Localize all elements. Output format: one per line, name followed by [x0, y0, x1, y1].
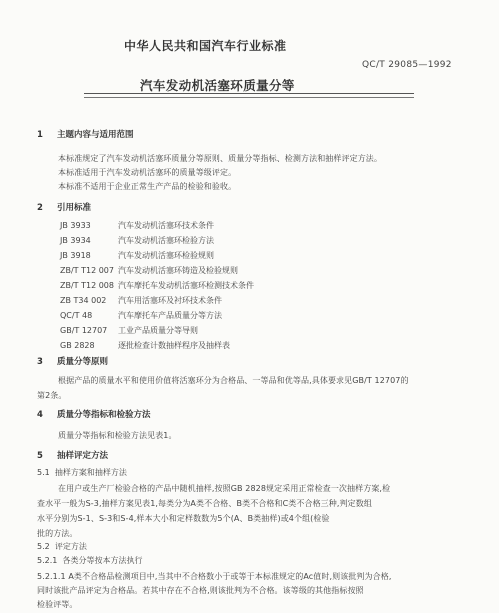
subsection-5-2-title: 评定方法	[54, 542, 87, 551]
reference-item	[60, 310, 222, 321]
section-1-heading	[37, 128, 134, 140]
reference-code: GB 2828	[60, 341, 95, 350]
title-rule-bottom	[84, 97, 414, 98]
reference-code: JB 3918	[60, 251, 91, 260]
section-1-line-1: 本标准规定了汽车发动机活塞环质量分等原则、质量分等指标、检测方法和抽样评定方法。	[58, 154, 382, 163]
reference-item	[60, 250, 214, 261]
subsection-5-2-1-line-3: 检验评等。	[37, 600, 78, 609]
subsection-5-1-line-4: 批的方法。	[37, 529, 78, 538]
reference-title: 汽车用活塞环及衬环技术条件	[118, 296, 222, 305]
section-1-line-2: 本标准适用于汽车发动机活塞环的质量等级评定。	[58, 168, 237, 177]
reference-item	[60, 265, 238, 276]
section-3-heading	[37, 355, 108, 367]
section-3-line-1: 根据产品的质量水平和使用价值将活塞环分为合格品、一等品和优等品,具体要求见GB/T 12707的	[58, 376, 409, 385]
section-2-title: 引用标准	[57, 203, 92, 213]
reference-title: 汽车摩托车产品质量分等方法	[118, 311, 222, 320]
subsection-5-1-heading	[37, 467, 127, 478]
reference-title: 汽车摩托车发动机活塞环检测技术条件	[118, 281, 254, 290]
reference-code: ZB T34 002	[60, 296, 107, 305]
section-5-heading	[37, 449, 108, 461]
section-1-number: 1	[37, 130, 43, 140]
reference-item	[60, 325, 198, 336]
subsection-5-2-1-number: 5.2.1	[37, 556, 58, 565]
reference-item	[60, 280, 254, 291]
subsection-5-2-1-title: 各类分等按本方法执行	[62, 556, 143, 565]
reference-title: 逐批检查计数抽样程序及抽样表	[118, 341, 230, 350]
subsection-5-1-title: 抽样方案和抽样方法	[54, 468, 127, 477]
subsection-5-2-1-heading	[37, 555, 142, 566]
section-3-number: 3	[37, 357, 43, 367]
section-2-number: 2	[37, 203, 43, 213]
section-1-line-3: 本标准不适用于企业正常生产产品的检验和验收。	[58, 182, 237, 191]
reference-code: ZB/T T12 007	[60, 266, 114, 275]
standard-code: QC/T 29085—1992	[362, 60, 452, 70]
section-3-title: 质量分等原则	[57, 357, 109, 367]
reference-item	[60, 340, 230, 351]
reference-title: 工业产品质量分等导则	[118, 326, 198, 335]
reference-code: ZB/T T12 008	[60, 281, 114, 290]
reference-item	[60, 235, 214, 246]
subsection-5-2-1-line-2: 同时该批产品评定为合格品。若其中存在不合格,则该批判为不合格。该等级的其他指标按照	[37, 586, 364, 595]
section-3-line-2: 第2条。	[37, 391, 67, 400]
reference-title: 汽车发动机活塞环检验方法	[118, 236, 214, 245]
standard-org-header: 中华人民共和国汽车行业标准	[124, 39, 287, 53]
section-4-heading	[37, 408, 151, 420]
document-title: 汽车发动机活塞环质量分等	[140, 78, 295, 93]
section-5-title: 抽样评定方法	[57, 451, 109, 461]
section-4-number: 4	[37, 410, 43, 420]
title-rule-top	[84, 93, 414, 94]
section-4-title: 质量分等指标和检验方法	[57, 410, 151, 420]
reference-code: JB 3933	[60, 221, 91, 230]
reference-title: 汽车发动机活塞环检验规则	[118, 251, 214, 260]
reference-code: QC/T 48	[60, 311, 93, 320]
subsection-5-1-line-1: 在用户或生产厂检验合格的产品中随机抽样,按照GB 2828规定采用正常检查一次抽样方案,检	[58, 484, 391, 493]
subsection-5-2-number: 5.2	[37, 542, 50, 551]
reference-title: 汽车发动机活塞环铸造及检验规则	[118, 266, 238, 275]
subsection-5-1-line-2: 查水平一般为S-3,抽样方案见表1,每类分为A类不合格、B类不合格和C类不合格三种,判定数组	[37, 499, 372, 508]
section-5-number: 5	[37, 451, 43, 461]
reference-item	[60, 220, 214, 231]
reference-item	[60, 295, 222, 306]
reference-title: 汽车发动机活塞环技术条件	[118, 221, 214, 230]
subsection-5-1-number: 5.1	[37, 468, 50, 477]
section-4-line-1: 质量分等指标和检验方法见表1。	[58, 431, 177, 440]
subsection-5-1-line-3: 水平分别为S-1、S-3和S-4,样本大小和定样数数为5个(A、B类抽样)或4个组(检验	[37, 514, 330, 523]
section-2-heading	[37, 201, 91, 213]
reference-code: GB/T 12707	[60, 326, 108, 335]
reference-code: JB 3934	[60, 236, 91, 245]
subsection-5-2-1-line-1: 5.2.1.1 A类不合格品检测项目中,当其中不合格数小于或等于本标准规定的Ac值时,则该批判为合格,	[37, 572, 392, 581]
subsection-5-2-heading	[37, 541, 87, 552]
section-1-title: 主题内容与适用范围	[57, 130, 134, 140]
